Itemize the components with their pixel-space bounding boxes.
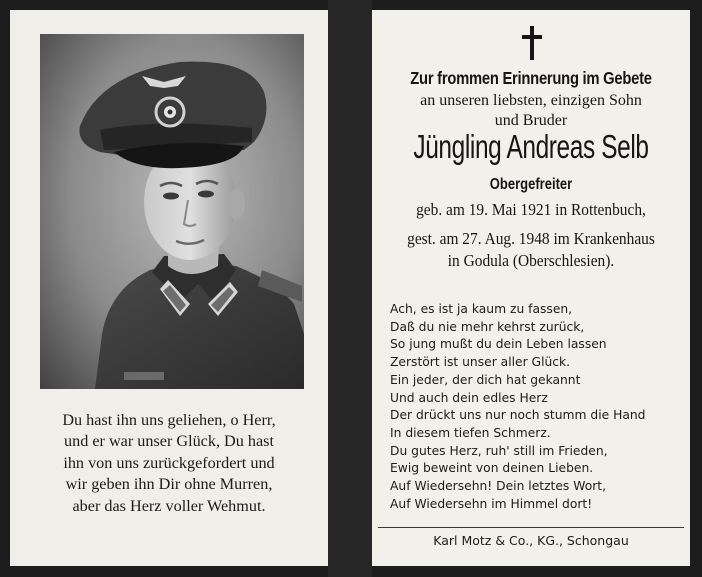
verse-line: und er war unser Glück, Du hast [64,432,274,451]
footer-divider [378,527,684,528]
poem-line: Der drückt uns nur noch stumm die Hand [390,408,646,423]
memorial-heading: Zur frommen Erinnerung im Gebete [410,68,652,88]
birth-line: geb. am 19. Mai 1921 in Rottenbuch, [416,200,646,219]
death-line: gest. am 27. Aug. 1948 im Krankenhaus [407,229,655,248]
card-fold-divider [328,0,372,577]
left-verse [18,410,320,517]
military-rank: Obergefreiter [489,176,573,193]
poem-line: So jung mußt du dein Leben lassen [390,337,607,352]
dedication-line: und Bruder [494,112,568,129]
poem-line: Ach, es ist ja kaum zu fassen, [390,302,573,316]
left-card [10,10,328,566]
poem-line: Auf Wiedersehn! Dein letztes Wort, [390,479,606,494]
verse-line: aber das Herz voller Wehmut. [72,496,266,515]
poem-line: In diesem tiefen Schmerz. [390,425,551,440]
death-place-line: in Godula (Oberschlesien). [447,251,615,270]
cross-icon [520,26,544,60]
dedication-line: an unseren liebsten, einzigen Sohn [420,92,642,109]
poem-line: Zerstört ist unser aller Glück. [390,355,571,370]
verse-line: Du hast ihn uns geliehen, o Herr, [62,411,276,429]
poem-line: Ewig beweint von deinen Lieben. [390,461,594,476]
verse-line: wir geben ihn Dir ohne Murren, [65,475,273,494]
poem-line: Ein jeder, der dich hat gekannt [390,372,581,387]
printer-imprint: Karl Motz & Co., KG., Schongau [433,533,629,548]
verse-line: ihn von uns zurückgefordert und [63,453,275,472]
poem-line: Daß du nie mehr kehrst zurück, [390,319,585,334]
poem-line: Du gutes Herz, ruh' still im Frieden, [390,443,608,458]
poem-line: Und auch dein edles Herz [390,390,548,405]
right-card [372,10,690,566]
soldier-portrait-photo [40,34,304,389]
poem-line: Auf Wiedersehn im Himmel dort! [390,496,593,511]
deceased-name: Jüngling Andreas Selb [413,128,649,165]
memorial-poem [390,301,680,513]
